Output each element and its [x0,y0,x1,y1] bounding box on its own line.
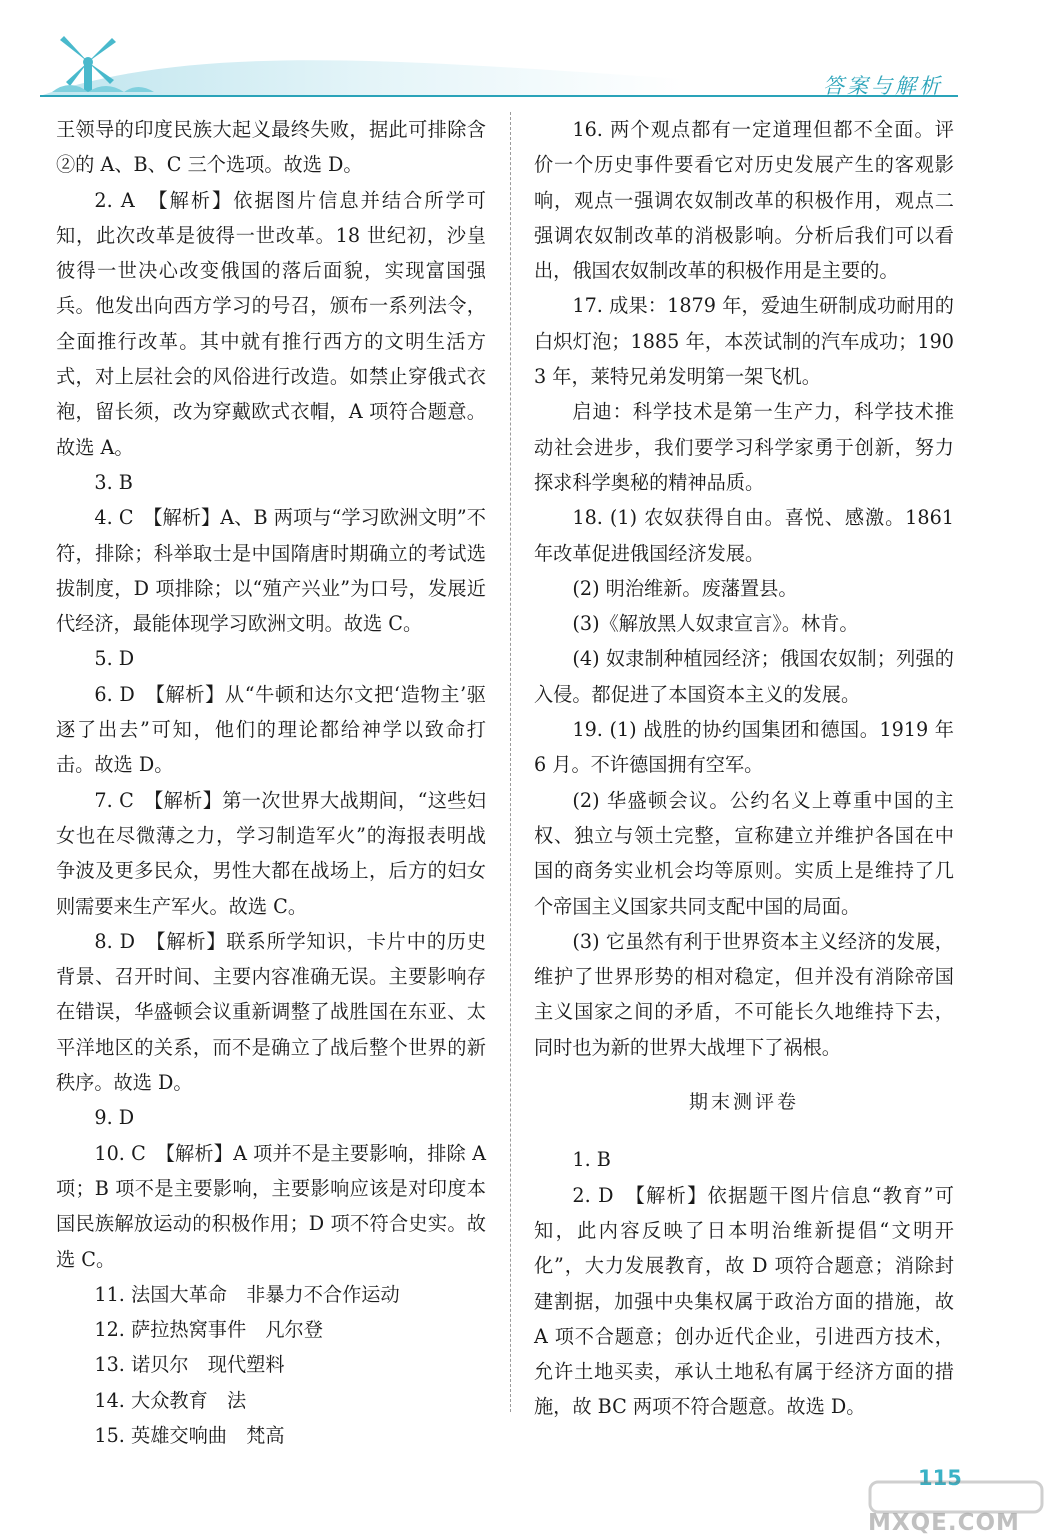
answer-paragraph: (2) 华盛顿会议。公约名义上尊重中国的主权、独立与领土完整，宣称建立并维护各国在中国的商务实业机会均等原则。实质上是维持了几个帝国主义国家共同支配中国的局面。 [534,788,954,918]
answer-paragraph: 5. D [94,647,135,671]
answer-paragraph: 6. D 【解析】从“牛顿和达尔文把‘造物主’驱逐了出去”可知，他们的理论都给神学以致命打击。故选 D。 [56,682,486,777]
answer-paragraph: 7. C 【解析】第一次世界大战期间，“这些妇女也在尽微薄之力，学习制造军火”的海报表明战争波及更多民众，男性大都在战场上，后方的妇女则需要来生产军火。故选 C。 [56,788,486,918]
answer-paragraph: (4) 奴隶制种植园经济；俄国农奴制；列强的入侵。都促进了本国资本主义的发展。 [534,647,954,706]
answer-paragraph: 2. A 【解析】依据图片信息并结合所学可知，此次改革是彼得一世改革。18 世纪初，沙皇彼得一世决心改变俄国的落后面貌，实现富国强兵。他发出向西方学习的号召，颁布一系列法令，全面推行改革。其中就有推行西方的文明生活方式，对上层社会的风俗进行改造。如禁止穿俄式衣袍，留长须，改为穿戴欧式衣帽，A 项符合题意。故选 A。 [56,188,486,459]
answer-line: 12. 萨拉热窝事件 凡尔登 [94,1318,323,1342]
right-column-answers [534,112,954,1065]
answer-line: 15. 英雄交响曲 梵高 [94,1423,285,1447]
answer-line: 14. 大众教育 法 [94,1388,247,1412]
left-column [56,112,486,1453]
answer-paragraph: 16. 两个观点都有一定道理但都不全面。评价一个历史事件要看它对历史发展产生的客观影响，观点一强调农奴制改革的积极作用，观点二强调农奴制改革的消极影响。分析后我们可以看出，俄国农奴制改革的积极作用是主要的。 [534,118,954,283]
answer-paragraph: 启迪：科学技术是第一生产力，科学技术推动社会进步，我们要学习科学家勇于创新，努力探求科学奥秘的精神品质。 [534,400,954,494]
header-title: 答案与解析 [823,74,943,98]
answer-paragraph: 18. (1) 农奴获得自由。喜悦、感激。1861 年改革促进俄国经济发展。 [534,506,954,565]
column-divider [510,112,511,1412]
answer-line: 11. 法国大革命 非暴力不合作运动 [94,1282,400,1306]
answer-paragraph: 2. D 【解析】依据题干图片信息“教育”可知，此内容反映了日本明治维新提倡“文明开化”，大力发展教育，故 D 项符合题意；消除封建割据，加强中央集权属于政治方面的措施，故 A 项不合题意；创办近代企业，引进西方技术，允许土地买卖，承认土地私有属于经济方面的措施，故 BC 两项不符合题意。故选 D。 [534,1183,954,1419]
answer-paragraph: 3. B [94,470,133,494]
page-number: 115 [918,1466,962,1490]
watermark: MXQE.COM [868,1510,1020,1536]
answer-line: 13. 诺贝尔 现代塑料 [94,1353,285,1377]
answer-paragraph: 4. C 【解析】A、B 两项与“学习欧洲文明”不符，排除；科举取士是中国隋唐时期确立的考试选拔制度，D 项排除；以“殖产兴业”为口号，发展近代经济，最能体现学习欧洲文明。故选 C。 [56,506,486,636]
answer-paragraph: 19. (1) 战胜的协约国集团和德国。1919 年 6 月。不许德国拥有空军。 [534,718,954,777]
answer-paragraph: (2) 明治维新。废藩置县。 [572,576,798,600]
answer-paragraph: 17. 成果：1879 年，爱迪生研制成功耐用的白炽灯泡；1885 年，本茨试制的汽车成功；1903 年，莱特兄弟发明第一架飞机。 [534,294,954,389]
final-exam-answers [534,1142,954,1424]
section-title: 期末测评卷 [688,1091,799,1114]
answer-paragraph: 10. C 【解析】A 项并不是主要影响，排除 A 项；B 项不是主要影响，主要影响应该是对印度本国民族解放运动的积极作用；D 项不符合史实。故选 C。 [56,1141,486,1271]
answer-paragraph: (3) 它虽然有利于世界资本主义经济的发展，维护了世界形势的相对稳定，但并没有消除帝国主义国家之间的矛盾，不可能长久地维持下去，同时也为新的世界大战埋下了祸根。 [534,929,954,1059]
answer-paragraph: 9. D [94,1106,135,1130]
right-column [534,112,954,1425]
answer-paragraph: 王领导的印度民族大起义最终失败，据此可排除含②的 A、B、C 三个选项。故选 D。 [56,118,486,177]
page-header [0,0,1051,104]
answer-paragraph: 1. B [572,1148,611,1172]
answer-paragraph: 8. D 【解析】联系所学知识，卡片中的历史背景、召开时间、主要内容准确无误。主要影响存在错误，华盛顿会议重新调整了战胜国在东亚、太平洋地区的关系，而不是确立了战后整个世界的新秩序。故选 D。 [56,929,486,1095]
answer-paragraph: (3)《解放黑人奴隶宣言》。林肯。 [572,612,859,636]
